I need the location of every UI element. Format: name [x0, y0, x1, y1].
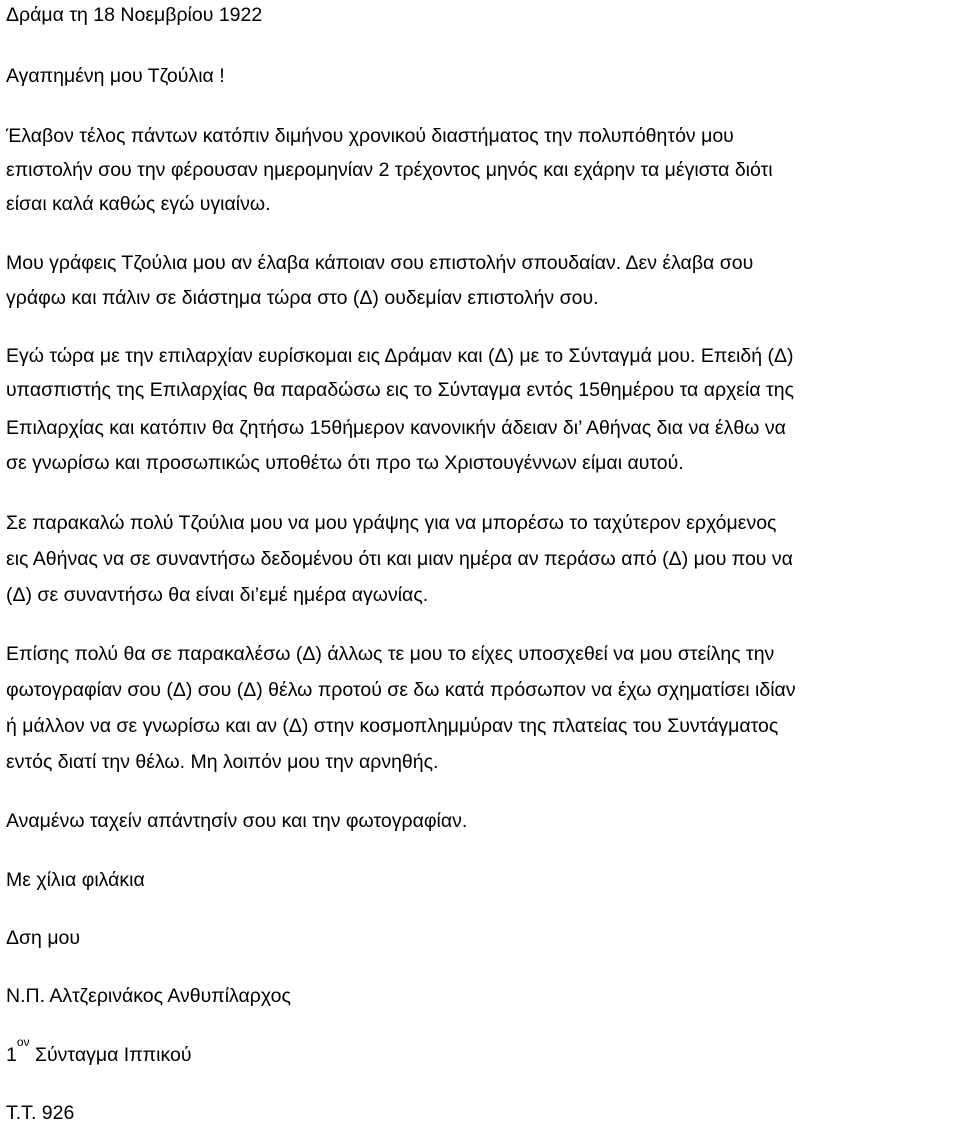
- regiment-line: [6, 1034, 192, 1073]
- paragraph-line: σε γνωρίσω και προσωπικώς υποθέτω ότι προ τω Χριστουγέννων είμαι αυτού.: [6, 452, 684, 474]
- paragraph-line: υπασπιστής της Επιλαρχίας θα παραδώσω εις το Σύνταγμα εντός 15θημέρου τα αρχεία της: [6, 379, 794, 401]
- postal-code: Τ.Τ. 926: [6, 1102, 75, 1124]
- paragraph-line: Αναμένω ταχείν απάντησίν σου και την φωτογραφίαν.: [6, 810, 468, 832]
- paragraph-line: εντός διατί την θέλω. Μη λοιπόν μου την αρνηθής.: [6, 751, 439, 773]
- regiment-number: 1: [6, 1044, 17, 1066]
- paragraph-line: Μου γράφεις Τζούλια μου αν έλαβα κάποιαν σου επιστολήν σπουδαίαν. Δεν έλαβα σου: [6, 252, 754, 274]
- paragraph-line: φωτογραφίαν σου (Δ) σου (Δ) θέλω προτού σε δω κατά πρόσωπον να έχω σχηματίσει ιδίαν: [6, 679, 796, 701]
- sign-off: Δση μου: [6, 927, 81, 949]
- paragraph-line: Επίσης πολύ θα σε παρακαλέσω (Δ) άλλως τε μου το είχες υποσχεθεί να μου στείλης την: [6, 643, 775, 665]
- paragraph-line: Επιλαρχίας και κατόπιν θα ζητήσω 15θήμερον κανονικήν άδειαν δι’ Αθήνας δια να έλθω να: [6, 417, 786, 439]
- date-line: Δράμα τη 18 Νοεμβρίου 1922: [6, 4, 263, 26]
- paragraph-line: ή μάλλον να σε γνωρίσω και αν (Δ) στην κοσμοπλημμύραν της πλατείας του Συντάγματος: [6, 715, 779, 737]
- paragraph-line: (Δ) σε συναντήσω θα είναι δι’εμέ ημέρα αγωνίας.: [6, 584, 429, 606]
- paragraph-line: επιστολήν σου την φέρουσαν ημερομηνίαν 2 τρέχοντος μηνός και εχάρην τα μέγιστα διότι: [6, 159, 773, 181]
- paragraph-line: Εγώ τώρα με την επιλαρχίαν ευρίσκομαι εις Δράμαν και (Δ) με το Σύνταγμά μου. Επειδή (Δ): [6, 345, 794, 367]
- regiment-name: Σύνταγμα Ιππικού: [29, 1044, 192, 1066]
- greeting: Αγαπημένη μου Τζούλια !: [6, 65, 225, 87]
- closing: Με χίλια φιλάκια: [6, 869, 145, 891]
- regiment-superscript: ον: [16, 1034, 30, 1049]
- paragraph-line: γράφω και πάλιν σε διάστημα τώρα στο (Δ) ουδεμίαν επιστολήν σου.: [6, 287, 599, 309]
- signature-name: Ν.Π. Αλτζερινάκος Ανθυπίλαρχος: [6, 985, 291, 1007]
- paragraph-line: είσαι καλά καθώς εγώ υγιαίνω.: [6, 193, 271, 215]
- paragraph-line: Έλαβον τέλος πάντων κατόπιν διμήνου χρονικού διαστήματος την πολυπόθητόν μου: [6, 125, 734, 147]
- paragraph-line: εις Αθήνας να σε συναντήσω δεδομένου ότι και μιαν ημέρα αν περάσω από (Δ) μου που να: [6, 548, 793, 570]
- paragraph-line: Σε παρακαλώ πολύ Τζούλια μου να μου γράψης για να μπορέσω το ταχύτερον ερχόμενος: [6, 512, 777, 534]
